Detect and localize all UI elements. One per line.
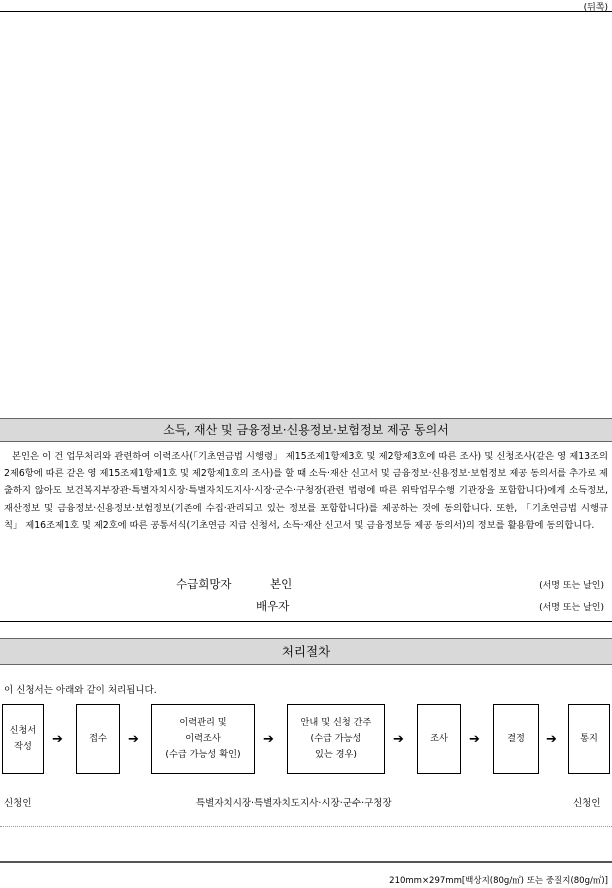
arrow-right-icon: ➔ <box>52 732 63 747</box>
top-divider <box>0 11 612 12</box>
actor-local-government: 특별자치시장·특별자치도지사·시장·군수·구청장 <box>196 798 392 809</box>
signature-field-spouse[interactable]: (서명 또는 날인) <box>539 603 604 613</box>
actor-applicant-left: 신청인 <box>4 798 32 809</box>
bottom-divider-dotted <box>0 826 612 827</box>
signature-divider <box>0 621 612 622</box>
arrow-right-icon: ➔ <box>469 732 480 747</box>
actor-applicant-right: 신청인 <box>573 798 601 809</box>
consent-body-text: 본인은 이 건 업무처리와 관련하여 이력조사(「기초연금법 시행령」 제15조제1항제3호 및 제2항제3호에 따른 조사) 및 신청조사(같은 영 제13조의2제6항에 따른 같은 영 제15조제1항제1호 및 제2항제1호의 조사)를 할 때 소득·재산 신고서 및 금융정보·신용정보·보험정보 제공 동의서를 추가로 제출하지 않아도 보건복지부장관·특별자치시장·특별자치도지사·시장·군수·구청장(관련 법령에 따른 위탁업무수행 기관장을 포함합니다)에게 소득정보, 재산정보 및 금융정보·신용정보·보험정보(기존에 수집·관리되고 있는 정보를 포함합니다)를 제공하는 것에 동의합니다. 또한, 「기초연금법 시행규칙」 제16조제1호 및 제2호에 따른 공통서식(기초연금 지급 신청서, 소득·재산 신고서 및 금융정보등 제공 동의서)의 정보를 활용함에 동의합니다. <box>4 451 608 531</box>
procedure-intro: 이 신청서는 아래와 같이 처리됩니다. <box>4 685 157 696</box>
procedure-section-title: 처리절차 <box>0 638 612 665</box>
back-page-label: (뒤쪽) <box>583 3 608 13</box>
arrow-right-icon: ➔ <box>546 732 557 747</box>
consent-section-title: 소득, 재산 및 금융정보·신용정보·보험정보 제공 동의서 <box>0 418 612 442</box>
arrow-right-icon: ➔ <box>393 732 404 747</box>
applicant-role-label: 수급희망자 <box>176 577 232 591</box>
bottom-divider <box>0 861 612 863</box>
step-box-decision: 결정 <box>493 704 539 774</box>
signature-field-self[interactable]: (서명 또는 날인) <box>539 581 604 591</box>
step-box-history-check: 이력관리 및 이력조사 (수급 가능성 확인) <box>151 704 255 774</box>
step-box-investigation: 조사 <box>417 704 461 774</box>
step-box-notification: 통지 <box>568 704 610 774</box>
step-box-notice: 안내 및 신청 간주 (수급 가능성 있는 경우) <box>287 704 385 774</box>
step-box-receipt: 접수 <box>76 704 120 774</box>
arrow-right-icon: ➔ <box>128 732 139 747</box>
arrow-right-icon: ➔ <box>263 732 274 747</box>
self-label: 본인 <box>270 577 293 591</box>
spouse-label: 배우자 <box>256 599 290 613</box>
procedure-flowchart <box>0 704 612 776</box>
step-box-application: 신청서 작성 <box>2 704 44 774</box>
paper-spec-footer: 210mm×297mm[백상지(80g/㎡) 또는 중질지(80g/㎡)] <box>389 876 608 886</box>
